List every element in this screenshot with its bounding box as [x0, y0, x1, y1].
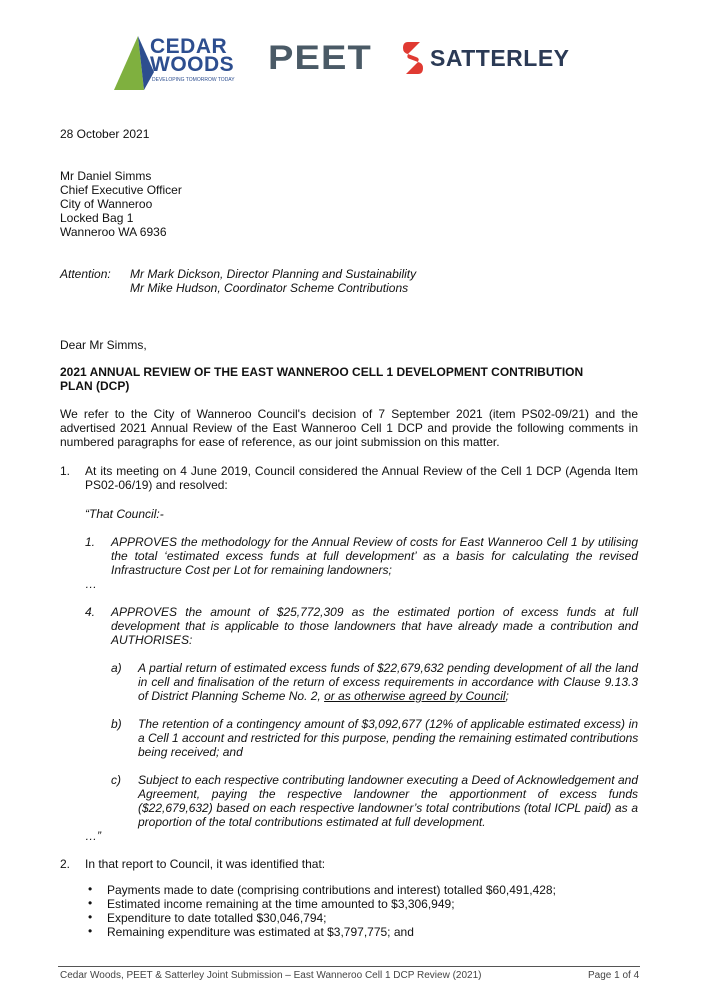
- para2-bullet-2: Estimated income remaining at the time amounted to $3,306,949;: [107, 897, 455, 911]
- bullet-icon: •: [88, 910, 93, 924]
- para2-bullet-4: Remaining expenditure was estimated at $3,797,775; and: [107, 925, 414, 939]
- subitem-a-line2: in cell and finalisation of the return of excess requirements in accordance with Clause 9.13.3: [138, 675, 638, 689]
- item4-number: 4.: [85, 605, 96, 619]
- quote-open: “That Council:-: [85, 507, 164, 521]
- para1-line1: At its meeting on 4 June 2019, Council considered the Annual Review of the Cell 1 DCP (Agenda Item: [85, 464, 638, 478]
- subitem-a-label: a): [111, 661, 122, 675]
- subitem-a-line1: A partial return of estimated excess funds of $22,679,632 pending development of all the land: [138, 661, 638, 675]
- item4-line1: APPROVES the amount of $25,772,309 as the estimated portion of excess funds at full: [111, 605, 638, 619]
- recipient-org: City of Wanneroo: [60, 197, 153, 211]
- satterley-text: SATTERLEY: [430, 45, 570, 71]
- satterley-s-icon: [402, 40, 424, 76]
- para1-number: 1.: [60, 464, 71, 478]
- item1-number: 1.: [85, 535, 96, 549]
- subitem-b-line1: The retention of a contingency amount of $3,092,677 (12% of applicable estimated excess) in: [138, 717, 638, 731]
- subitem-b-line2: a Cell 1 account and restricted for this purpose, pending the remaining estimated contributions: [138, 731, 639, 745]
- ellipsis-1: …: [85, 577, 97, 591]
- quote-close: …”: [85, 829, 101, 843]
- intro-line2: advertised 2021 Annual Review of the East Wanneroo Cell 1 DCP and provide the following comments in: [60, 421, 638, 435]
- satterley-logo: [402, 40, 592, 80]
- subitem-c-label: c): [111, 773, 121, 787]
- subitem-c-line4: proportion of the total contributions estimated at full development.: [138, 815, 486, 829]
- subitem-a-line3: [138, 689, 509, 703]
- subitem-c-line3: ($22,679,632) based on each respective landowner’s total contributions (total ICPL paid) as a: [138, 801, 638, 815]
- intro-line3: numbered paragraphs for ease of reference, as our joint submission on this matter.: [60, 435, 500, 449]
- subitem-a-line3-post: ;: [505, 689, 509, 703]
- attention-line2: Mr Mike Hudson, Coordinator Scheme Contributions: [130, 281, 409, 295]
- subitem-c-line1: Subject to each respective contributing landowner executing a Deed of Acknowledgement and: [138, 773, 638, 787]
- subitem-b-label: b): [111, 717, 122, 731]
- recipient-name: Mr Daniel Simms: [60, 169, 152, 183]
- heading-line1: 2021 ANNUAL REVIEW OF THE EAST WANNEROO CELL 1 DEVELOPMENT CONTRIBUTION: [60, 365, 584, 379]
- item1-line2: the total ‘estimated excess funds at full development’ as a basis for calculating the revised: [111, 549, 638, 563]
- recipient-title: Chief Executive Officer: [60, 183, 182, 197]
- cedar-woods-logo: [114, 34, 254, 92]
- footer-left: Cedar Woods, PEET & Satterley Joint Submission – East Wanneroo Cell 1 DCP Review (2021): [60, 970, 482, 981]
- footer-divider: [58, 966, 640, 967]
- salutation: Dear Mr Simms,: [60, 338, 147, 352]
- footer-page-number: Page 1 of 4: [588, 970, 640, 981]
- attention-label: Attention:: [60, 267, 111, 281]
- para2-bullet-3: Expenditure to date totalled $30,046,794;: [107, 911, 327, 925]
- item1-line3: Infrastructure Cost per Lot for remaining landowners;: [111, 563, 392, 577]
- recipient-address1: Locked Bag 1: [60, 211, 134, 225]
- item4-line2: development that is applicable to those landowners that have already made a contribution and: [111, 619, 638, 633]
- cedar-woods-tagline: DEVELOPING TOMORROW TODAY: [152, 77, 235, 83]
- heading-line2: PLAN (DCP): [60, 379, 130, 393]
- subitem-c-line2: Agreement, paying the respective landowner the apportionment of excess funds: [138, 787, 638, 801]
- subitem-b-line3: being received; and: [138, 745, 243, 759]
- item4-line3: AUTHORISES:: [111, 633, 193, 647]
- attention-line1: Mr Mark Dickson, Director Planning and Sustainability: [130, 267, 417, 281]
- para2-line1: In that report to Council, it was identified that:: [85, 857, 326, 871]
- item1-line1: APPROVES the methodology for the Annual Review of costs for East Wanneroo Cell 1 by utilising: [111, 535, 638, 549]
- intro-line1: We refer to the City of Wanneroo Council's decision of 7 September 2021 (item PS02-09/21) and the: [60, 407, 638, 421]
- recipient-address2: Wanneroo WA 6936: [60, 225, 167, 239]
- para1-line2: PS02-06/19) and resolved:: [85, 478, 228, 492]
- cedar-woods-line2: WOODS: [150, 53, 235, 76]
- bullet-icon: •: [88, 924, 93, 938]
- peet-logo: PEET: [268, 39, 372, 77]
- letter-date: 28 October 2021: [60, 127, 150, 141]
- bullet-icon: •: [88, 882, 93, 896]
- para2-number: 2.: [60, 857, 71, 871]
- para2-bullet-1: Payments made to date (comprising contributions and interest) totalled $60,491,428;: [107, 883, 556, 897]
- bullet-icon: •: [88, 896, 93, 910]
- cedar-woods-line1: CEDAR: [150, 35, 228, 58]
- subitem-a-line3-underlined: or as otherwise agreed by Council: [324, 689, 506, 703]
- subitem-a-line3-pre: of District Planning Scheme No. 2,: [138, 689, 325, 703]
